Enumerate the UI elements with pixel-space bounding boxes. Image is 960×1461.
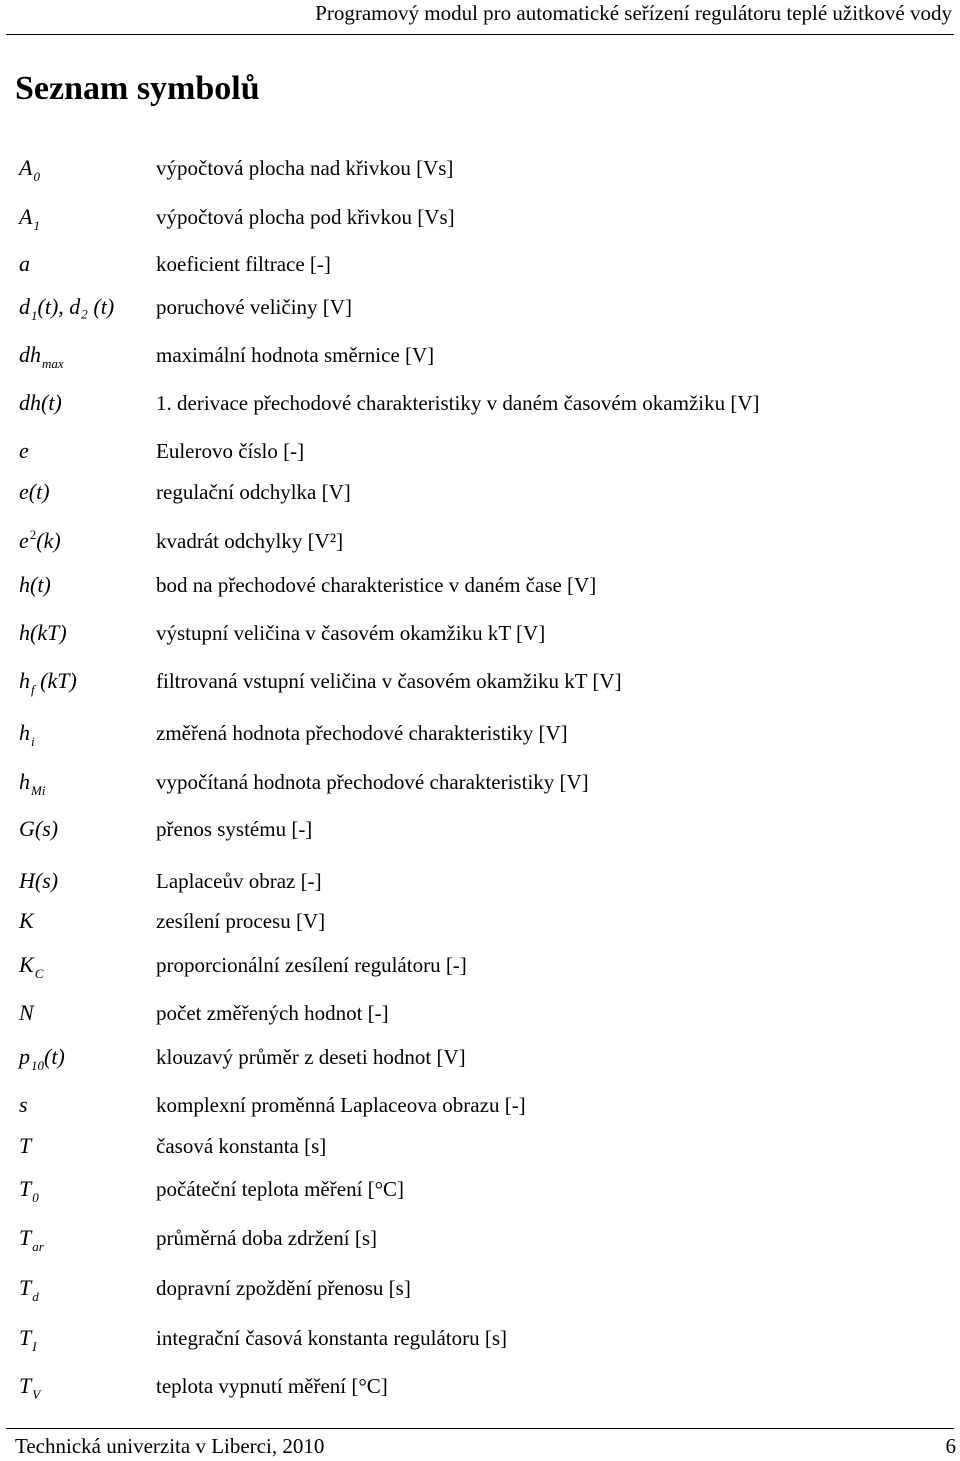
symbol-description: maximální hodnota směrnice [V] bbox=[156, 343, 435, 367]
symbol-notation bbox=[19, 1042, 65, 1075]
symbol-notation bbox=[19, 570, 51, 600]
symbol-notation bbox=[19, 1371, 40, 1404]
symbol-notation bbox=[19, 436, 29, 466]
symbol-base: dh(t) bbox=[19, 390, 62, 415]
symbol-description: vypočítaná hodnota přechodové charakteristiky [V] bbox=[156, 770, 589, 794]
symbol-argument: (kT) bbox=[34, 668, 77, 693]
symbol-description: výstupní veličina v časovém okamžiku kT [V] bbox=[156, 621, 546, 645]
symbol-description: bod na přechodové charakteristice v daném čase [V] bbox=[156, 573, 597, 597]
symbol-row bbox=[0, 1273, 960, 1313]
symbol-base: h bbox=[19, 769, 30, 794]
symbol-base: T bbox=[19, 1176, 32, 1201]
symbol-row bbox=[0, 666, 960, 706]
symbol-notation bbox=[19, 1323, 37, 1356]
page-title: Seznam symbolů bbox=[15, 70, 260, 107]
symbol-base: h bbox=[19, 720, 30, 745]
symbol-description: Eulerovo číslo [-] bbox=[156, 439, 305, 463]
symbol-notation bbox=[19, 1090, 28, 1120]
symbol-base: d bbox=[19, 294, 30, 319]
symbol-base: A bbox=[19, 155, 33, 180]
symbol-notation bbox=[19, 1223, 44, 1256]
symbol-base: h(kT) bbox=[19, 620, 67, 645]
symbol-description: změřená hodnota přechodové charakteristiky [V] bbox=[156, 721, 568, 745]
symbol-notation bbox=[19, 1131, 31, 1161]
symbol-row bbox=[0, 1042, 960, 1082]
symbol-row bbox=[0, 950, 960, 990]
symbol-base: T bbox=[19, 1133, 32, 1158]
symbol-row bbox=[0, 249, 960, 289]
symbol-row bbox=[0, 570, 960, 610]
symbol-row bbox=[0, 292, 960, 332]
symbol-notation bbox=[19, 666, 77, 699]
symbol-base: e(t) bbox=[19, 479, 50, 504]
symbol-description: Laplaceův obraz [-] bbox=[156, 869, 322, 893]
symbol-row bbox=[0, 477, 960, 517]
symbol-base: K bbox=[19, 952, 34, 977]
symbol-row bbox=[0, 866, 960, 906]
symbol-notation bbox=[19, 767, 45, 800]
symbol-argument: (k) bbox=[36, 528, 61, 553]
symbol-description: teplota vypnutí měření [°C] bbox=[156, 1374, 388, 1398]
symbol-row bbox=[0, 1323, 960, 1363]
symbol-base: T bbox=[19, 1275, 32, 1300]
symbol-notation bbox=[19, 998, 34, 1028]
symbol-row bbox=[0, 1174, 960, 1214]
symbol-row bbox=[0, 1131, 960, 1171]
symbol-description: regulační odchylka [V] bbox=[156, 480, 351, 504]
symbol-subscript: V bbox=[32, 1387, 41, 1402]
symbol-subscript: 0 bbox=[32, 1190, 39, 1205]
symbol-row bbox=[0, 1223, 960, 1263]
symbol-row bbox=[0, 1090, 960, 1130]
symbol-base: H(s) bbox=[19, 868, 59, 893]
symbol-subscript: ar bbox=[32, 1239, 44, 1254]
symbol-notation bbox=[19, 477, 50, 507]
symbol-argument: (t) bbox=[44, 1044, 65, 1069]
symbol-argument: (t), d₂ (t) bbox=[37, 294, 115, 319]
symbol-notation bbox=[19, 202, 40, 235]
symbol-base: T bbox=[19, 1225, 32, 1250]
symbol-row bbox=[0, 998, 960, 1038]
symbol-row bbox=[0, 153, 960, 193]
symbol-description: klouzavý průměr z deseti hodnot [V] bbox=[156, 1045, 466, 1069]
symbol-row bbox=[0, 814, 960, 854]
symbol-row bbox=[0, 618, 960, 658]
symbol-base: e bbox=[19, 528, 29, 553]
symbol-row bbox=[0, 1371, 960, 1411]
symbol-description: koeficient filtrace [-] bbox=[156, 252, 331, 276]
symbol-row bbox=[0, 388, 960, 428]
symbol-subscript: 10 bbox=[31, 1058, 44, 1073]
symbol-description: komplexní proměnná Laplaceova obrazu [-] bbox=[156, 1093, 526, 1117]
footer-institution: Technická univerzita v Liberci, 2010 bbox=[15, 1434, 325, 1458]
symbol-subscript: 1 bbox=[33, 218, 40, 233]
symbol-description: výpočtová plocha pod křivkou [Vs] bbox=[156, 205, 455, 229]
symbol-subscript: i bbox=[31, 734, 35, 749]
symbol-subscript: C bbox=[34, 966, 44, 981]
symbol-notation bbox=[19, 906, 34, 936]
symbol-description: zesílení procesu [V] bbox=[156, 909, 326, 933]
symbol-superscript: 2 bbox=[29, 527, 37, 542]
symbol-subscript: I bbox=[32, 1339, 37, 1354]
symbol-subscript: Mi bbox=[31, 783, 46, 798]
symbol-notation bbox=[19, 814, 58, 844]
symbol-description: výpočtová plocha nad křivkou [Vs] bbox=[156, 156, 454, 180]
symbol-base: a bbox=[19, 251, 30, 276]
symbol-notation bbox=[19, 388, 62, 418]
symbol-base: T bbox=[19, 1325, 32, 1350]
symbol-row bbox=[0, 718, 960, 758]
symbol-description: přenos systému [-] bbox=[156, 817, 313, 841]
symbol-notation bbox=[19, 1174, 39, 1207]
symbol-notation bbox=[19, 718, 35, 751]
symbol-row bbox=[0, 202, 960, 242]
symbol-description: proporcionální zesílení regulátoru [-] bbox=[156, 953, 467, 977]
symbol-subscript: 0 bbox=[33, 169, 40, 184]
symbol-base: p bbox=[19, 1044, 30, 1069]
symbol-base: h(t) bbox=[19, 572, 51, 597]
symbol-row bbox=[0, 340, 960, 380]
symbol-base: G(s) bbox=[19, 816, 59, 841]
symbol-base: e bbox=[19, 438, 29, 463]
symbol-notation bbox=[19, 292, 114, 325]
symbol-base: A bbox=[19, 204, 33, 229]
symbol-notation bbox=[19, 249, 30, 279]
symbol-base: h bbox=[19, 668, 30, 693]
symbol-notation bbox=[19, 526, 61, 559]
symbol-description: průměrná doba zdržení [s] bbox=[156, 1226, 377, 1250]
page-number: 6 bbox=[945, 1434, 956, 1458]
symbol-subscript: f bbox=[31, 682, 35, 697]
symbol-notation bbox=[19, 950, 43, 983]
symbol-row bbox=[0, 436, 960, 476]
symbol-subscript: d bbox=[32, 1289, 39, 1304]
footer-divider bbox=[6, 1428, 954, 1429]
symbol-notation bbox=[19, 153, 40, 186]
symbol-description: časová konstanta [s] bbox=[156, 1134, 327, 1158]
symbol-notation bbox=[19, 866, 58, 896]
running-header: Programový modul pro automatické seřízení regulátoru teplé užitkové vody bbox=[315, 1, 952, 25]
symbol-description: počet změřených hodnot [-] bbox=[156, 1001, 389, 1025]
symbol-notation bbox=[19, 1273, 39, 1306]
symbol-description: poruchové veličiny [V] bbox=[156, 295, 352, 319]
symbol-description: dopravní zpoždění přenosu [s] bbox=[156, 1276, 411, 1300]
symbol-subscript: 1 bbox=[31, 308, 38, 323]
symbol-description: kvadrát odchylky [V²] bbox=[156, 529, 344, 553]
symbol-row bbox=[0, 767, 960, 807]
symbol-base: dh bbox=[19, 342, 41, 367]
symbol-row bbox=[0, 526, 960, 566]
symbol-base: K bbox=[19, 908, 34, 933]
symbol-base: T bbox=[19, 1373, 32, 1398]
symbol-description: 1. derivace přechodové charakteristiky v daném časovém okamžiku [V] bbox=[156, 391, 760, 415]
symbol-notation bbox=[19, 340, 64, 373]
symbol-subscript: max bbox=[42, 356, 64, 371]
symbol-row bbox=[0, 906, 960, 946]
symbol-description: filtrovaná vstupní veličina v časovém okamžiku kT [V] bbox=[156, 669, 622, 693]
symbol-description: počáteční teplota měření [°C] bbox=[156, 1177, 405, 1201]
symbol-base: s bbox=[19, 1092, 28, 1117]
symbol-description: integrační časová konstanta regulátoru [s] bbox=[156, 1326, 508, 1350]
symbol-notation bbox=[19, 618, 67, 648]
symbol-base: N bbox=[19, 1000, 34, 1025]
